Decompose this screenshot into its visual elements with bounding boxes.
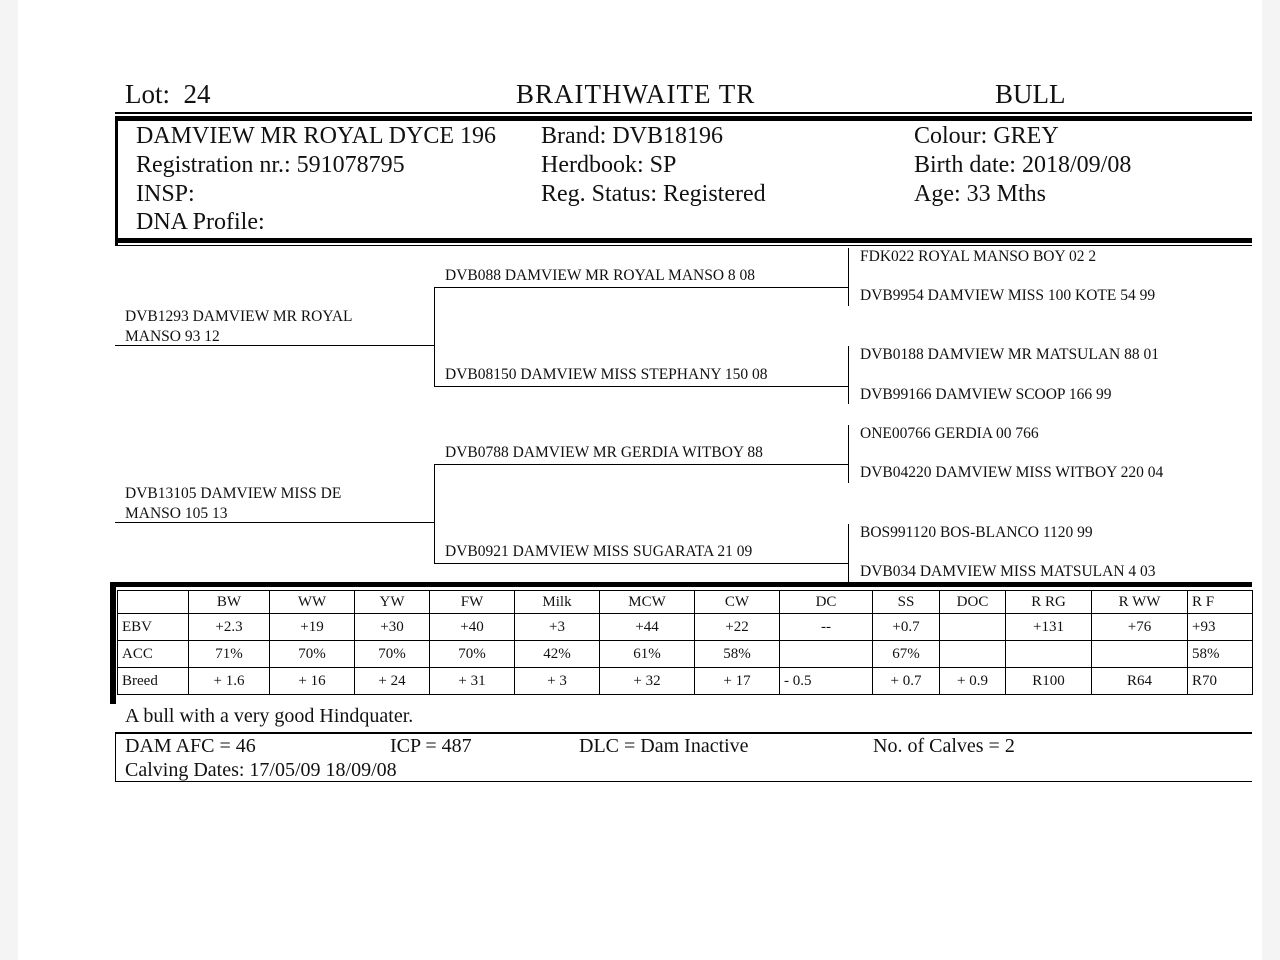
dam-dam-dam: DVB034 DAMVIEW MISS MATSULAN 4 03 <box>860 563 1156 580</box>
table-cell: +3 <box>515 614 600 641</box>
icp: ICP = 487 <box>390 735 472 757</box>
dam-afc: DAM AFC = 46 <box>125 735 256 757</box>
ebv-table <box>117 590 1253 695</box>
animal-brand: Brand: DVB18196 <box>541 123 723 149</box>
table-row-ebv <box>118 614 1253 641</box>
ss-bracket <box>848 248 849 306</box>
col-header: DOC <box>940 591 1006 614</box>
sex-label: BULL <box>995 79 1066 109</box>
dam-sire-line <box>434 464 849 465</box>
dam-sire: DVB0788 DAMVIEW MR GERDIA WITBOY 88 <box>445 444 763 461</box>
table-cell: +30 <box>355 614 430 641</box>
col-header: YW <box>355 591 430 614</box>
table-cell: + 0.7 <box>873 668 940 695</box>
col-header: R F <box>1188 591 1253 614</box>
header-rule-thick <box>115 116 1252 121</box>
col-header: CW <box>695 591 780 614</box>
table-cell: + 32 <box>600 668 695 695</box>
table-cell: + 1.6 <box>189 668 270 695</box>
table-cell: 71% <box>189 641 270 668</box>
table-cell: 70% <box>430 641 515 668</box>
table-cell: + 3 <box>515 668 600 695</box>
registration-number: Registration nr.: 591078795 <box>136 152 405 178</box>
table-cell <box>940 641 1006 668</box>
table-cell: 58% <box>695 641 780 668</box>
table-cell: + 24 <box>355 668 430 695</box>
sire-bracket <box>434 287 435 386</box>
sd-bracket <box>848 346 849 404</box>
table-cell: +2.3 <box>189 614 270 641</box>
dam-dam-sire: BOS991120 BOS-BLANCO 1120 99 <box>860 524 1093 541</box>
dam-dam-line <box>434 563 849 564</box>
number-of-calves: No. of Calves = 2 <box>873 735 1015 757</box>
table-cell: 61% <box>600 641 695 668</box>
table-cell: +0.7 <box>873 614 940 641</box>
col-header: WW <box>270 591 355 614</box>
table-cell <box>780 641 873 668</box>
col-header: R RG <box>1006 591 1092 614</box>
viewer-left-margin <box>0 0 18 960</box>
sire-sire-dam: DVB9954 DAMVIEW MISS 100 KOTE 54 99 <box>860 287 1156 304</box>
table-cell: + 17 <box>695 668 780 695</box>
dna-profile: DNA Profile: <box>136 209 265 235</box>
sire-sire-sire: FDK022 ROYAL MANSO BOY 02 2 <box>860 248 1097 265</box>
table-cell: 58% <box>1188 641 1253 668</box>
dam-dam: DVB0921 DAMVIEW MISS SUGARATA 21 09 <box>445 543 753 560</box>
bottom-rule <box>115 781 1252 782</box>
sire-sire: DVB088 DAMVIEW MR ROYAL MANSO 8 08 <box>445 267 756 284</box>
table-cell: +93 <box>1188 614 1253 641</box>
animal-name: DAMVIEW MR ROYAL DYCE 196 <box>136 123 496 149</box>
table-cell: 70% <box>270 641 355 668</box>
lot-number: 24 <box>183 79 211 109</box>
dam-info-left-border <box>115 734 116 782</box>
reg-status: Reg. Status: Registered <box>541 181 766 207</box>
table-cell: R70 <box>1188 668 1253 695</box>
sire-sire-line <box>434 287 849 288</box>
table-cell: +131 <box>1006 614 1092 641</box>
breeder-name: BRAITHWAITE TR <box>516 79 756 109</box>
header-rule-thin <box>115 112 1252 114</box>
dam-line <box>115 522 435 523</box>
col-header: MCW <box>600 591 695 614</box>
dam: DVB13105 DAMVIEW MISS DE MANSO 105 13 <box>125 485 342 522</box>
info-rule-thick <box>115 238 1252 243</box>
col-header: R WW <box>1092 591 1188 614</box>
info-rule-thin <box>115 245 1252 246</box>
age: Age: 33 Mths <box>914 181 1046 207</box>
birth-date: Birth date: 2018/09/08 <box>914 152 1132 178</box>
sire-dam-dam: DVB99166 DAMVIEW SCOOP 166 99 <box>860 386 1112 403</box>
table-cell <box>1092 641 1188 668</box>
comment: A bull with a very good Hindquater. <box>125 705 414 727</box>
table-top-rule <box>110 582 1252 587</box>
table-header-row <box>118 591 1253 614</box>
table-cell: - 0.5 <box>780 668 873 695</box>
table-cell: +19 <box>270 614 355 641</box>
comment-rule <box>115 732 1252 734</box>
table-cell: 67% <box>873 641 940 668</box>
table-cell: + 0.9 <box>940 668 1006 695</box>
col-header <box>118 591 189 614</box>
dd-bracket <box>848 524 849 582</box>
dlc: DLC = Dam Inactive <box>579 735 749 757</box>
table-cell: + 31 <box>430 668 515 695</box>
table-cell <box>940 614 1006 641</box>
herdbook: Herdbook: SP <box>541 152 677 178</box>
sire-dam: DVB08150 DAMVIEW MISS STEPHANY 150 08 <box>445 366 768 383</box>
table-cell: +76 <box>1092 614 1188 641</box>
ds-bracket <box>848 425 849 483</box>
viewer-right-margin <box>1262 0 1280 960</box>
col-header: BW <box>189 591 270 614</box>
row-label: ACC <box>118 641 189 668</box>
lot-label: Lot: 24 <box>125 79 211 109</box>
calving-dates: Calving Dates: 17/05/09 18/09/08 <box>125 759 397 781</box>
table-cell: +40 <box>430 614 515 641</box>
table-cell: +44 <box>600 614 695 641</box>
row-label: EBV <box>118 614 189 641</box>
dam-sire-dam: DVB04220 DAMVIEW MISS WITBOY 220 04 <box>860 464 1164 481</box>
table-row-breed <box>118 668 1253 695</box>
table-row-acc <box>118 641 1253 668</box>
sire-dam-line <box>434 386 849 387</box>
table-cell: -- <box>780 614 873 641</box>
col-header: Milk <box>515 591 600 614</box>
table-cell: + 16 <box>270 668 355 695</box>
table-cell: 70% <box>355 641 430 668</box>
sire-dam-sire: DVB0188 DAMVIEW MR MATSULAN 88 01 <box>860 346 1159 363</box>
sire: DVB1293 DAMVIEW MR ROYAL MANSO 93 12 <box>125 308 353 345</box>
dam-bracket <box>434 464 435 563</box>
sire-line <box>115 345 435 346</box>
insp: INSP: <box>136 181 195 207</box>
table-cell: R100 <box>1006 668 1092 695</box>
col-header: SS <box>873 591 940 614</box>
table-cell: +22 <box>695 614 780 641</box>
animal-colour: Colour: GREY <box>914 123 1059 149</box>
col-header: DC <box>780 591 873 614</box>
info-left-border <box>115 121 118 245</box>
table-cell: 42% <box>515 641 600 668</box>
table-cell: R64 <box>1092 668 1188 695</box>
col-header: FW <box>430 591 515 614</box>
row-label: Breed <box>118 668 189 695</box>
dam-sire-sire: ONE00766 GERDIA 00 766 <box>860 425 1039 442</box>
table-left-rule <box>110 582 116 704</box>
table-cell <box>1006 641 1092 668</box>
